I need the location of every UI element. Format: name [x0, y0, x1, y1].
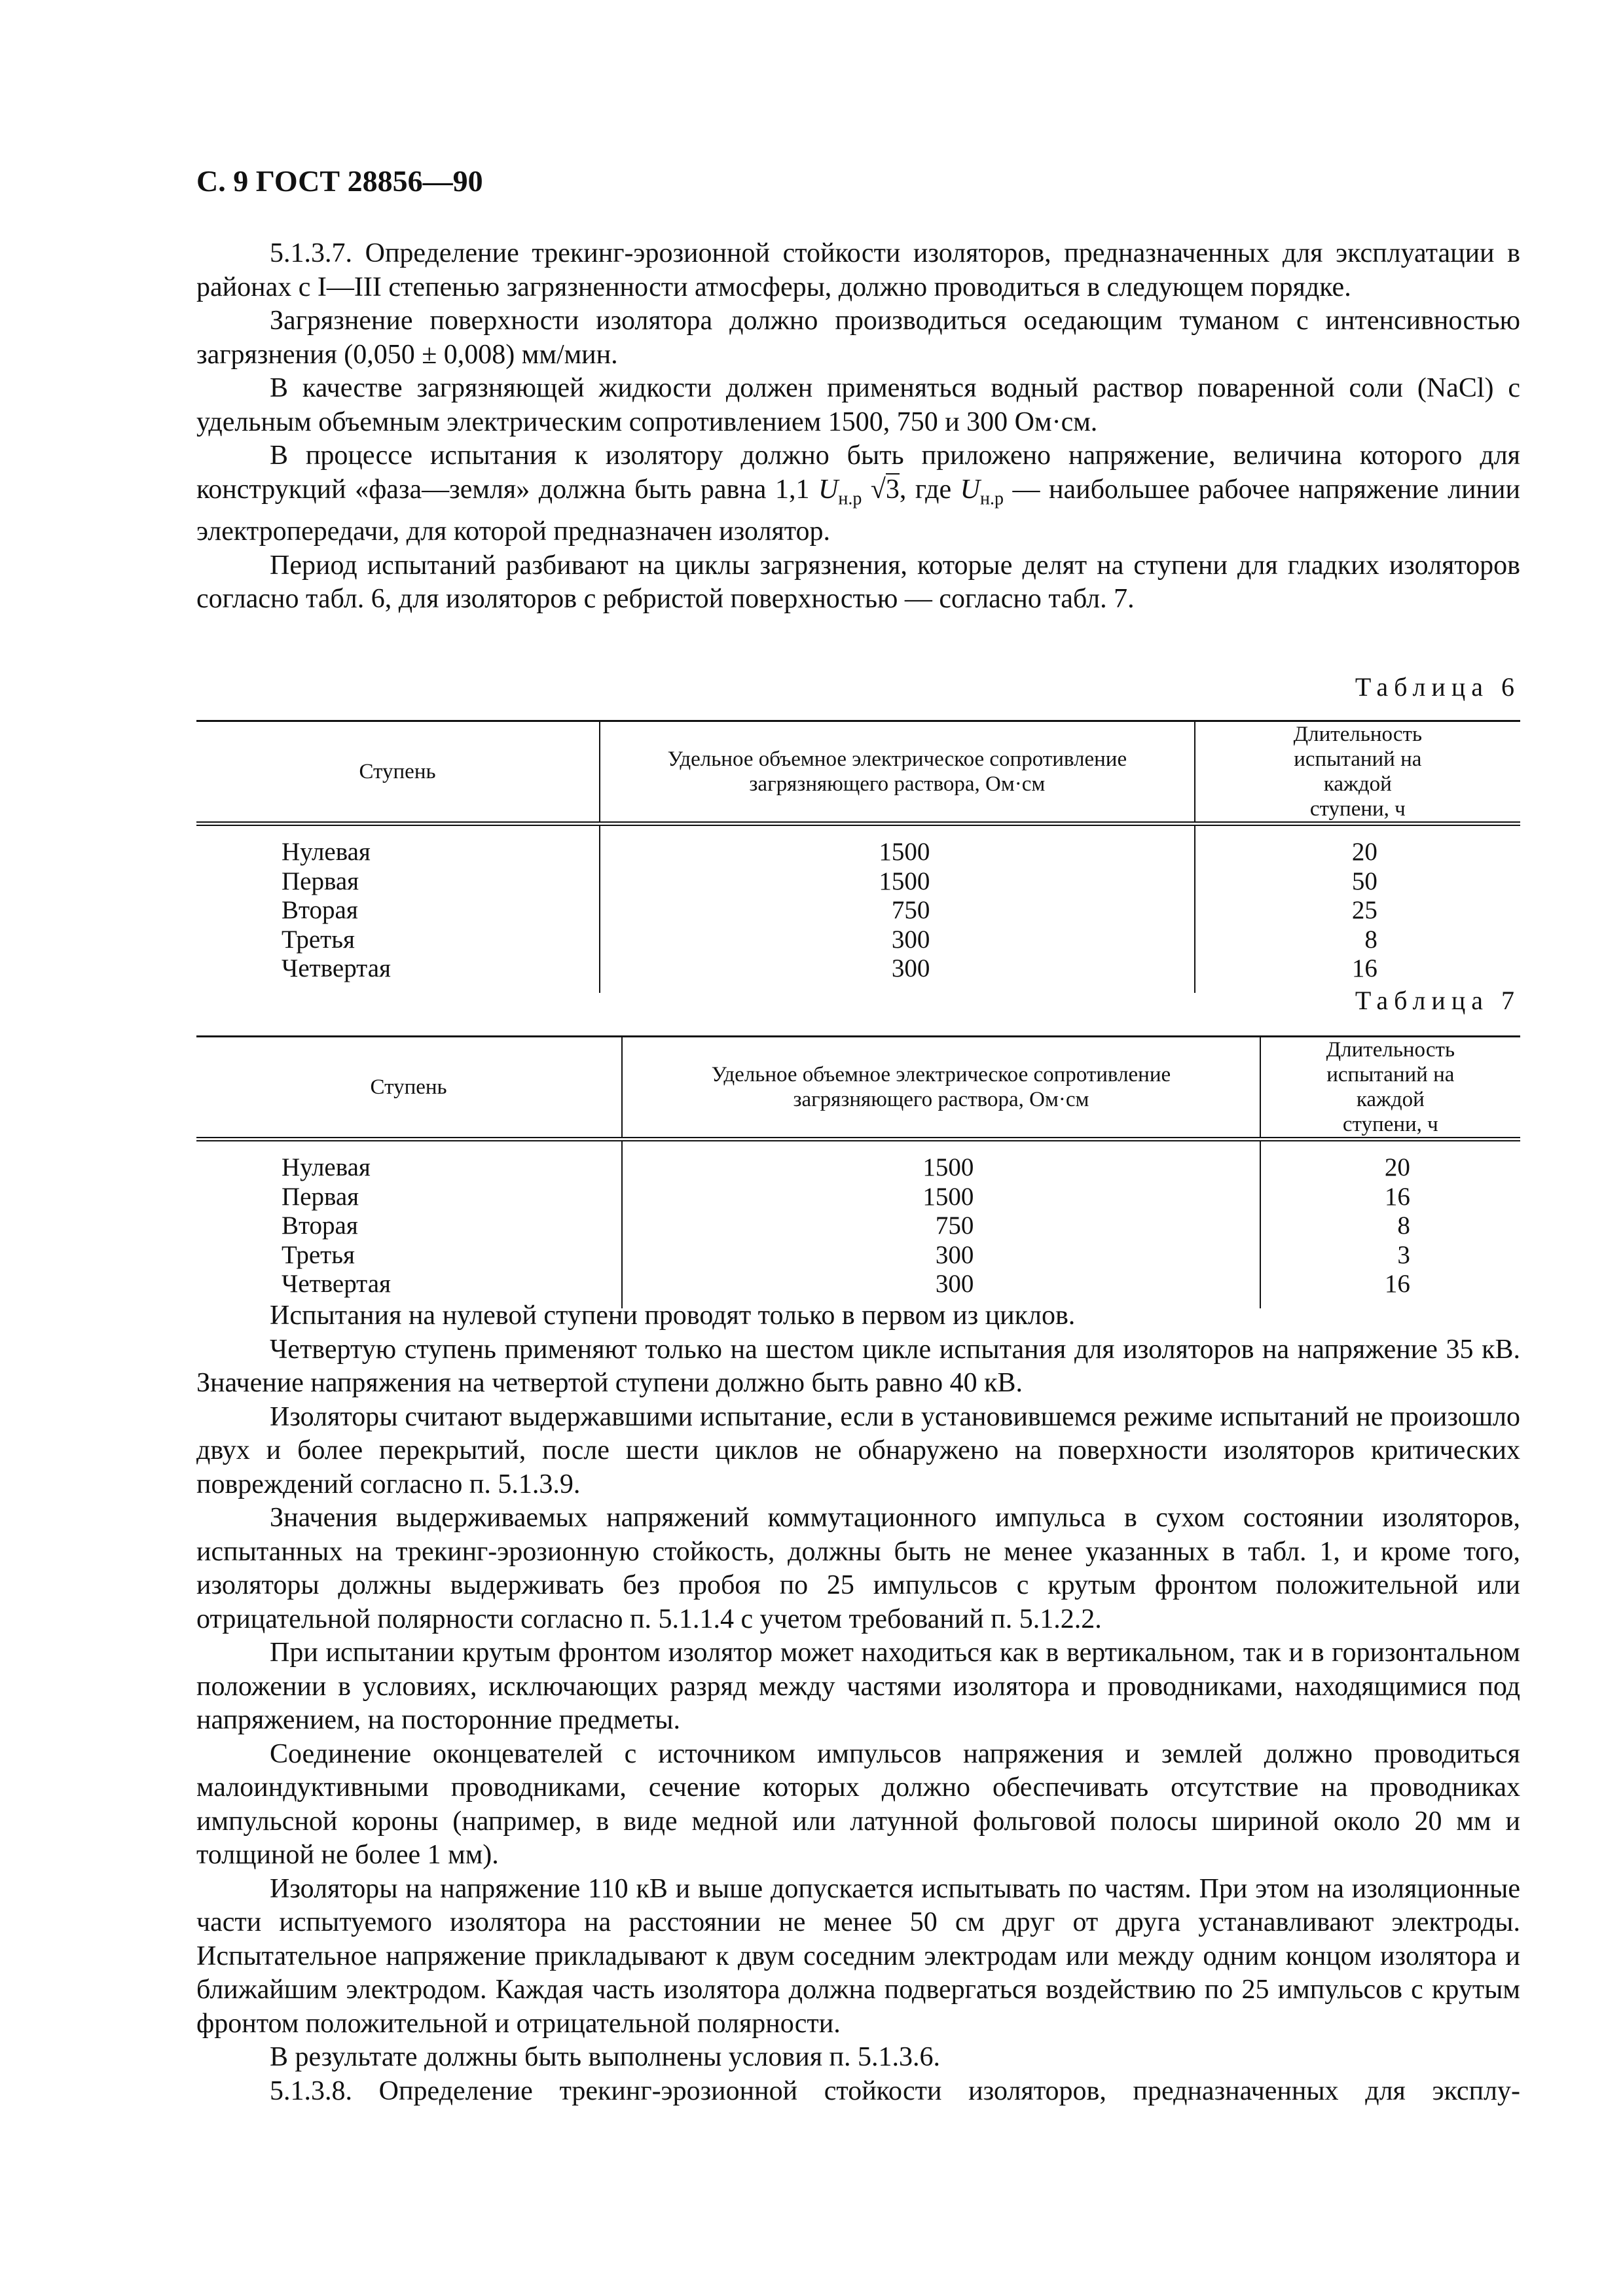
cell-text: 1500 [922, 1182, 974, 1211]
column-header: Длительность испытаний на каждой ступени, ч [1260, 1037, 1520, 1139]
cell-text: 300 [891, 925, 930, 954]
paragraph: Изоляторы на напряжение 110 кВ и выше допускается испытывать по частям. При этом на изоляционные части испытуемого изолятора на расстоянии не менее 50 см друг от друга устанавливают электроды. Испытательное напряжение прикладывают к двум соседним электродам или между одним концом изолятора и ближайшим электродом. Каждая часть изолятора должна подвергаться воздействию по 25 импульсов с крутым фронтом положительной и отрицательной полярности. [196, 1873, 1520, 2039]
table7 [196, 1035, 1520, 1308]
page-header: С. 9 ГОСТ 28856—90 [196, 164, 483, 198]
paragraph: Изоляторы считают выдержавшими испытание, если в установившемся режиме испытаний не произошло двух и более перекрытий, после шести циклов не обнаружено на поверхности изоляторов критических повреждений согласно п. 5.1.3.9. [196, 1401, 1520, 1499]
cell-text: Четвертая [282, 954, 391, 982]
table-cell [600, 954, 1195, 993]
column-header: Длительность испытаний на каждой ступени, ч [1195, 721, 1520, 824]
column-header: Ступень [196, 721, 600, 824]
table-cell [196, 1211, 622, 1241]
table-cell [1195, 896, 1520, 925]
symbol-u: U [960, 474, 980, 505]
cell-text: 20 [1384, 1153, 1410, 1181]
table-row [196, 896, 1520, 925]
table-cell [600, 925, 1195, 955]
paragraph: Испытания на нулевой ступени проводят только в первом из циклов. [270, 1300, 1076, 1331]
text: — наибольшее рабочее напряжение линии электропередачи, для которой предназначен изолятор. [196, 474, 1520, 547]
table-cell [622, 1211, 1260, 1241]
cell-text: 1500 [879, 867, 930, 895]
cell-text: 750 [935, 1211, 974, 1240]
cell-text: Нулевая [282, 838, 371, 866]
table-cell [196, 896, 600, 925]
table-row [196, 867, 1520, 897]
cell-text: 750 [891, 896, 930, 924]
voltage-paragraph [196, 439, 1520, 549]
table-row [196, 1139, 1520, 1183]
sqrt-sign: √ [870, 474, 886, 505]
cell-text: Первая [282, 1182, 359, 1211]
table-cell [622, 1183, 1260, 1212]
cell-text: Первая [282, 867, 359, 895]
table-row [196, 1241, 1520, 1270]
cell-text: 25 [1351, 896, 1377, 924]
table-cell [600, 896, 1195, 925]
symbol-u: U [818, 474, 839, 505]
paragraph: Значения выдерживаемых напряжений коммутационного импульса в сухом состоянии изоляторов, испытанных на трекинг-эрозионную стойкость, должны быть не менее указанных в табл. 1, и кроме того, изоляторы должны выдерживать без пробоя по 25 импульсов с крутым фронтом положительной или отрицательной полярности согласно п. 5.1.1.4 с учетом требований п. 5.1.2.2. [196, 1503, 1520, 1634]
subscript: н.р [838, 488, 862, 509]
body-section [196, 1299, 1520, 2108]
paragraph: В результате должны быть выполнены условия п. 5.1.3.6. [270, 2042, 940, 2072]
table-cell [196, 954, 600, 993]
text: В процессе испытания к изолятору должно быть приложено напряжение, величина которого для конструкций «фаза—земля» должна быть равна 1,1 [196, 440, 1520, 505]
paragraph: 5.1.3.8. Определение трекинг-эрозионной стойкости изоляторов, предназначенных для эксплу- [270, 2075, 1520, 2106]
sqrt-arg: 3 [885, 474, 900, 505]
table-cell [1260, 1183, 1520, 1212]
cell-text: Нулевая [282, 1153, 371, 1181]
cell-text: 20 [1351, 838, 1377, 866]
cell-text: 1500 [922, 1153, 974, 1181]
table-row [196, 824, 1520, 867]
intro-section [196, 237, 1520, 617]
paragraph: Четвертую ступень применяют только на шестом цикле испытания для изоляторов на напряжение 35 кВ. Значение напряжения на четвертой ступени должно быть равно 40 кВ. [196, 1334, 1520, 1398]
table-cell [622, 1241, 1260, 1270]
cell-text: 300 [891, 954, 930, 982]
cell-text: 1500 [879, 838, 930, 866]
table-cell [196, 867, 600, 897]
table-row [196, 1183, 1520, 1212]
subscript: н.р [979, 488, 1004, 509]
table-cell [1195, 824, 1520, 867]
cell-text: 300 [935, 1270, 974, 1298]
text: , где [899, 474, 960, 505]
paragraph: При испытании крутым фронтом изолятор может находиться как в вертикальном, так и в горизонтальном положении в условиях, исключающих разряд между частями изолятора и проводниками, находящимися под напряжением, на посторонние предметы. [196, 1638, 1520, 1735]
table-cell [622, 1139, 1260, 1183]
table-cell [196, 824, 600, 867]
table-cell [1260, 1241, 1520, 1270]
column-header: Удельное объемное электрическое сопротивление загрязняющего раствора, Ом·см [622, 1037, 1260, 1139]
table-cell [1260, 1139, 1520, 1183]
table-cell [1195, 867, 1520, 897]
paragraph: Соединение оконцевателей с источником импульсов напряжения и землей должно проводиться малоиндуктивными проводниками, сечение которых должно обеспечивать отсутствие на проводниках импульсной короны (например, в виде медной или латунной фольговой полосы шириной около 20 мм и толщиной не более 1 мм). [196, 1738, 1520, 1870]
cell-text: 16 [1351, 954, 1377, 982]
table-row [196, 925, 1520, 955]
table-cell [1195, 925, 1520, 955]
table-cell [196, 1241, 622, 1270]
paragraph: Загрязнение поверхности изолятора должно производиться оседающим туманом с интенсивностью загрязнения (0,050 ± 0,008) мм/мин. [196, 306, 1520, 370]
table-cell [196, 1139, 622, 1183]
table-cell [196, 1183, 622, 1212]
table-cell [196, 925, 600, 955]
paragraph: Период испытаний разбивают на циклы загрязнения, которые делят на ступени для гладких изоляторов согласно табл. 6, для изоляторов с ребристой поверхностью — согласно табл. 7. [196, 550, 1520, 615]
table6-label: Таблица 6 [1355, 672, 1520, 702]
cell-text: 8 [1397, 1211, 1410, 1240]
cell-text: Третья [282, 1240, 355, 1269]
paragraph: 5.1.3.7. Определение трекинг-эрозионной стойкости изоляторов, предназначенных для эксплуатации в районах с I—III степенью загрязненности атмосферы, должно проводиться в следующем порядке. [196, 238, 1520, 302]
table-row [196, 1211, 1520, 1241]
table-cell [600, 824, 1195, 867]
cell-text: 16 [1384, 1270, 1410, 1298]
cell-text: Вторая [282, 1211, 358, 1240]
cell-text: Третья [282, 925, 355, 954]
table-row [196, 954, 1520, 993]
cell-text: 8 [1364, 925, 1377, 954]
column-header: Ступень [196, 1037, 622, 1139]
cell-text: Четвертая [282, 1270, 391, 1298]
column-header: Удельное объемное электрическое сопротивление загрязняющего раствора, Ом·см [600, 721, 1195, 824]
table-cell [600, 867, 1195, 897]
cell-text: 3 [1397, 1240, 1410, 1269]
paragraph: В качестве загрязняющей жидкости должен применяться водный раствор поваренной соли (NaCl) с удельным объемным электрическим сопротивлением 1500, 750 и 300 Ом·см. [196, 373, 1520, 437]
table7-label: Таблица 7 [1355, 986, 1520, 1015]
table6 [196, 720, 1520, 993]
cell-text: 50 [1351, 867, 1377, 895]
cell-text: 16 [1384, 1182, 1410, 1211]
cell-text: Вторая [282, 896, 358, 924]
table-cell [1260, 1211, 1520, 1241]
cell-text: 300 [935, 1240, 974, 1269]
